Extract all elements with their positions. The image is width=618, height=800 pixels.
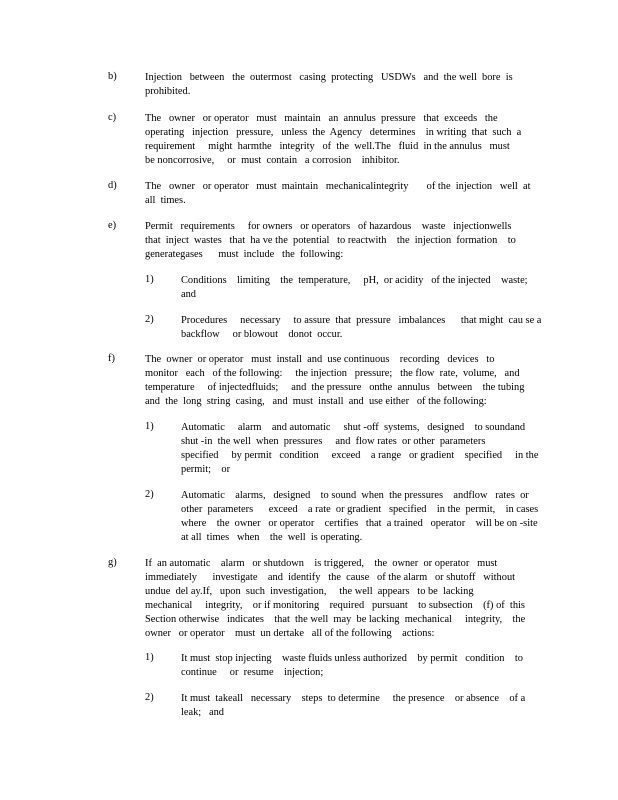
item-text xyxy=(145,180,548,208)
item-b xyxy=(108,71,548,99)
text-line: monitor each of the following: the injection pressure; the flow rate, volume, and xyxy=(145,368,520,379)
subitem-label: 2) xyxy=(145,489,154,500)
subitem-label: 1) xyxy=(145,652,154,663)
text-line: and the long string casing, and must install and use either of the following: xyxy=(145,396,487,407)
item-text xyxy=(145,557,548,641)
subitem-e-2 xyxy=(145,314,545,342)
item-label: f) xyxy=(108,353,115,364)
text-line: requirement might harmthe integrity of the well.The fluid in the annulus must xyxy=(145,141,510,152)
subitem-f-1 xyxy=(145,421,545,477)
text-line: The owner or operator must install and use continuous recording devices to xyxy=(145,354,495,365)
subitem-e-1 xyxy=(145,274,545,302)
item-e xyxy=(108,220,548,262)
subitem-label: 1) xyxy=(145,421,154,432)
subitem-g-1 xyxy=(145,652,545,680)
text-line: The owner or operator must maintain an annulus pressure that exceeds the xyxy=(145,113,498,124)
text-line: that inject wastes that ha ve the potential to reactwith the injection formation to xyxy=(145,235,516,246)
text-line: permit; or xyxy=(181,464,231,475)
subitem-text xyxy=(181,314,545,342)
text-line: prohibited. xyxy=(145,86,191,97)
text-line: undue del ay.If, upon such investigation, the well appears to be lacking xyxy=(145,586,474,597)
subitem-g-2 xyxy=(145,692,545,720)
subitem-text xyxy=(181,489,545,545)
subitem-label: 1) xyxy=(145,274,154,285)
text-line: other parameters exceed a rate or gradient specified in the permit, in cases xyxy=(181,504,539,515)
text-line: Injection between the outermost casing protecting USDWs and the well bore is xyxy=(145,72,513,83)
text-line: leak; and xyxy=(181,707,224,718)
text-line: all times. xyxy=(145,195,186,206)
text-line: Procedures necessary to assure that pressure imbalances that might cau se a xyxy=(181,315,542,326)
text-line: temperature of injectedfluids; and the pressure onthe annulus between the tubing xyxy=(145,382,525,393)
text-line: operating injection pressure, unless the Agency determines in writing that such a xyxy=(145,127,522,138)
subitem-label: 2) xyxy=(145,314,154,325)
text-line: mechanical integrity, or if monitoring required pursuant to subsection (f) of this xyxy=(145,600,525,611)
item-text xyxy=(145,71,548,99)
text-line: backflow or blowout donot occur. xyxy=(181,329,343,340)
text-line: Automatic alarms, designed to sound when the pressures andflow rates or xyxy=(181,490,529,501)
item-label: d) xyxy=(108,180,117,191)
subitem-text xyxy=(181,692,545,720)
text-line: Conditions limiting the temperature, pH, or acidity of the injected waste; xyxy=(181,275,528,286)
subitem-text xyxy=(181,421,545,477)
item-c xyxy=(108,112,548,168)
item-g xyxy=(108,557,548,641)
item-f xyxy=(108,353,548,409)
text-line: generategases must include the following: xyxy=(145,249,344,260)
item-label: g) xyxy=(108,557,117,568)
item-text xyxy=(145,353,548,409)
text-line: continue or resume injection; xyxy=(181,667,324,678)
item-text xyxy=(145,220,548,262)
item-d xyxy=(108,180,548,208)
item-label: e) xyxy=(108,220,117,231)
text-line: If an automatic alarm or shutdown is triggered, the owner or operator must xyxy=(145,558,498,569)
text-line: immediately investigate and identify the cause of the alarm or shutoff without xyxy=(145,572,516,583)
text-line: It must takeall necessary steps to determine the presence or absence of a xyxy=(181,693,526,704)
subitem-label: 2) xyxy=(145,692,154,703)
subitem-text xyxy=(181,652,545,680)
item-label: c) xyxy=(108,112,117,123)
subitem-f-2 xyxy=(145,489,545,545)
text-line: Permit requirements for owners or operators of hazardous waste injectionwells xyxy=(145,221,512,232)
text-line: at all times when the well is operating. xyxy=(181,532,363,543)
subitem-text xyxy=(181,274,545,302)
text-line: specified by permit condition exceed a range or gradient specified in the xyxy=(181,450,539,461)
text-line: It must stop injecting waste fluids unless authorized by permit condition to xyxy=(181,653,523,664)
text-line: The owner or operator must maintain mechanicalintegrity of the injection well at xyxy=(145,181,531,192)
text-line: shut -in the well when pressures and flow rates or other parameters xyxy=(181,436,486,447)
text-line: where the owner or operator certifies that a trained operator will be on -site xyxy=(181,518,538,529)
text-line: Automatic alarm and automatic shut -off systems, designed to soundand xyxy=(181,422,526,433)
text-line: owner or operator must un dertake all of the following actions: xyxy=(145,628,435,639)
text-line: and xyxy=(181,289,197,300)
text-line: Section otherwise indicates that the well may be lacking mechanical integrity, the xyxy=(145,614,526,625)
item-label: b) xyxy=(108,71,117,82)
text-line: be noncorrosive, or must contain a corrosion inhibitor. xyxy=(145,155,400,166)
item-text xyxy=(145,112,548,168)
